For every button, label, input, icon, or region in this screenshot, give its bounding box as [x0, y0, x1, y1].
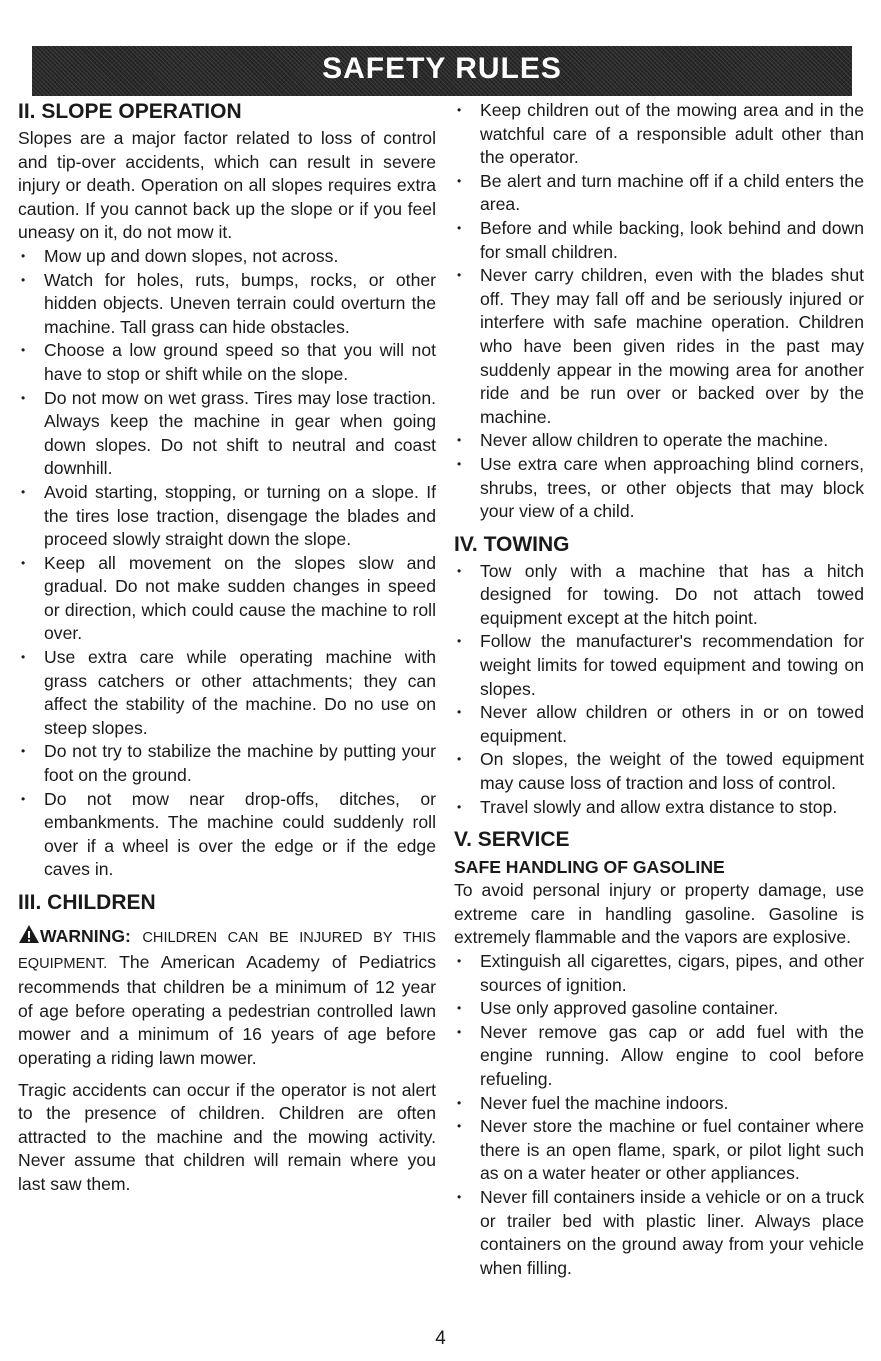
list-item: • Use extra care while operating machine with grass catchers or other attachments; they can affect the stability of the machine. Do no use on steep slopes. [18, 646, 436, 740]
banner-title: SAFETY RULES [322, 52, 562, 85]
children-heading: III. CHILDREN [18, 891, 156, 914]
list-item: • Extinguish all cigarettes, cigars, pipes, and other sources of ignition. [454, 950, 864, 997]
list-item: • Choose a low ground speed so that you will not have to stop or shift while on the slope. [18, 339, 436, 386]
children-paragraph: Tragic accidents can occur if the operator is not alert to the presence of children. Children are often attracted to the machine and the mowing activity. Never assume that children will remain where you last saw them. [18, 1079, 436, 1194]
list-item: • On slopes, the weight of the towed equipment may cause loss of traction and loss of control. [454, 748, 864, 795]
list-item: • Watch for holes, ruts, bumps, rocks, or other hidden objects. Uneven terrain could overturn the machine. Tall grass can hide obstacles. [18, 269, 436, 340]
list-item: • Avoid starting, stopping, or turning on a slope. If the tires lose traction, disengage the blades and proceed slowly straight down the slope. [18, 481, 436, 552]
warning-caps-text: CHILDREN CAN BE INJURED BY THIS EQUIPMENT. [18, 930, 437, 972]
list-item: • Never allow children or others in or on towed equipment. [454, 701, 864, 748]
towing-heading: IV. TOWING [454, 532, 570, 556]
list-item: • Do not mow near drop-offs, ditches, or embankments. The machine could suddenly roll over if a wheel is over the edge or if the edge caves in. [18, 788, 436, 882]
list-item: • Do not mow on wet grass. Tires may lose traction. Always keep the machine in gear when going down slopes. Do not shift to neutral and coast downhill. [18, 387, 436, 481]
list-item: • Be alert and turn machine off if a child enters the area. [454, 170, 864, 217]
right-column [454, 99, 864, 1280]
list-item: • Never allow children to operate the machine. [454, 429, 864, 453]
page-number: 4 [435, 1328, 446, 1349]
list-item: • Before and while backing, look behind and down for small children. [454, 217, 864, 264]
left-column [18, 99, 436, 1197]
list-item: • Never store the machine or fuel container where there is an open flame, spark, or pilot light such as on a water heater or other appliances. [454, 1115, 864, 1186]
warning-text: The American Academy of Pediatrics recommends that children be a minimum of 12 year of age before operating a pedestrian controlled lawn mower and a minimum of 16 years of age before operating a riding lawn mower. [18, 951, 436, 1068]
slope-intro: Slopes are a major factor related to loss of control and tip-over accidents, which can result in severe injury or death. Operation on all slopes requires extra caution. If you cannot back up the slope or if you feel uneasy on it, do not mow it. [18, 128, 436, 243]
warning-paragraph [18, 924, 436, 1071]
header-banner [32, 46, 852, 96]
slope-list [18, 245, 436, 882]
list-item: • Keep all movement on the slopes slow and gradual. Do not make sudden changes in speed or direction, which could cause the machine to roll over. [18, 552, 436, 646]
towing-list [454, 560, 864, 820]
service-heading: V. SERVICE [454, 828, 570, 852]
gasoline-subheading: SAFE HANDLING OF GASOLINE [454, 857, 725, 878]
list-item: • Never remove gas cap or add fuel with the engine running. Allow engine to cool before refueling. [454, 1021, 864, 1092]
list-item: • Mow up and down slopes, not across. [18, 245, 436, 269]
list-item: • Use extra care when approaching blind corners, shrubs, trees, or other objects that may block your view of a child. [454, 453, 864, 524]
warning-icon [18, 924, 40, 944]
list-item: • Do not try to stabilize the machine by putting your foot on the ground. [18, 740, 436, 787]
list-item: • Tow only with a machine that has a hitch designed for towing. Do not attach towed equipment except at the hitch point. [454, 560, 864, 631]
list-item: • Never fuel the machine indoors. [454, 1092, 864, 1116]
service-intro: To avoid personal injury or property damage, use extreme care in handling gasoline. Gasoline is extremely flammable and the vapors are explosive. [454, 880, 864, 948]
list-item: • Never carry children, even with the blades shut off. They may fall off and be seriously injured or interfere with safe machine operation. Children who have been given rides in the past may suddenly appear in the mowing area for another ride and be run over or backed over by the machine. [454, 264, 864, 429]
service-list [454, 950, 864, 1280]
list-item: • Follow the manufacturer's recommendation for weight limits for towed equipment and towing on slopes. [454, 630, 864, 701]
list-item: • Never fill containers inside a vehicle or on a truck or trailer bed with plastic liner. Always place containers on the ground away from your vehicle when filling. [454, 1186, 864, 1280]
list-item: • Travel slowly and allow extra distance to stop. [454, 796, 864, 820]
list-item: • Keep children out of the mowing area and in the watchful care of a responsible adult other than the operator. [454, 99, 864, 170]
warning-label: WARNING: [40, 926, 131, 946]
slope-heading: II. SLOPE OPERATION [18, 100, 242, 123]
children-list [454, 99, 864, 524]
list-item: • Use only approved gasoline container. [454, 997, 864, 1021]
